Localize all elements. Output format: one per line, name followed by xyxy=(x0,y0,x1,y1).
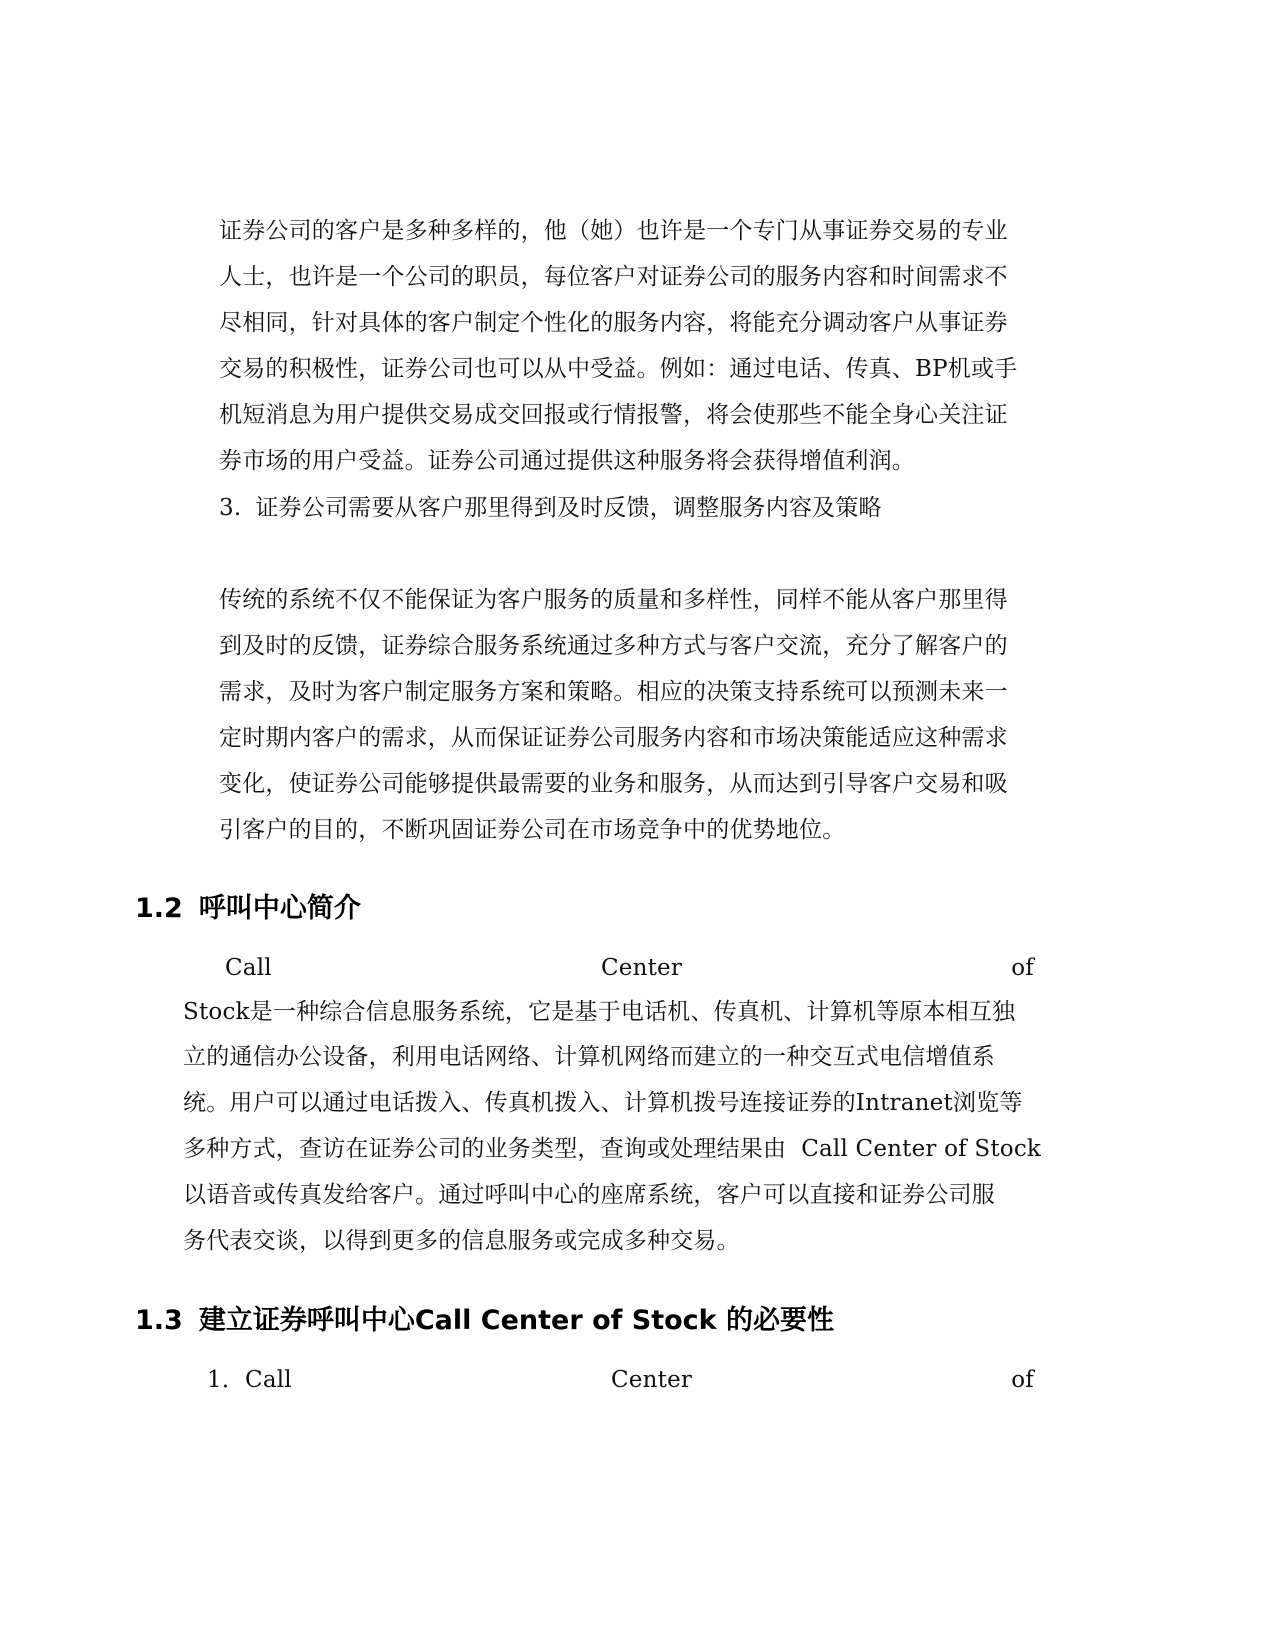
justified-line xyxy=(207,1365,1034,1395)
word: of xyxy=(1011,1367,1034,1393)
paragraph-line: 引客户的目的，不断巩固证券公司在市场竞争中的优势地位。 xyxy=(219,817,846,843)
word: 1．Call xyxy=(207,1367,292,1393)
word: Center xyxy=(600,955,683,981)
paragraph-line: Stock是一种综合信息服务系统，它是基于电话机、传真机、计算机等原本相互独 xyxy=(183,999,1016,1025)
justified-line xyxy=(225,953,1034,983)
paragraph-line: 立的通信办公设备，利用电话网络、计算机网络而建立的一种交互式电信增值系 xyxy=(183,1044,995,1070)
section-number: 1.3 xyxy=(135,1305,183,1336)
word: of xyxy=(1011,955,1034,981)
section-title: 呼叫中心简介 xyxy=(198,893,361,924)
paragraph-line: 定时期内客户的需求，从而保证证券公司服务内容和市场决策能适应这种需求 xyxy=(219,725,1008,751)
paragraph-line: 统。用户可以通过电话拨入、传真机拨入、计算机拨号连接证券的Intranet浏览等 xyxy=(183,1090,1023,1116)
list-item xyxy=(219,493,882,523)
paragraph-line: 券市场的用户受益。证券公司通过提供这种服务将会获得增值利润。 xyxy=(219,448,915,474)
paragraph-line: 尽相同，针对具体的客户制定个性化的服务内容，将能充分调动客户从事证券 xyxy=(219,310,1008,336)
paragraph-line: 人士，也许是一个公司的职员，每位客户对证券公司的服务内容和时间需求不 xyxy=(219,264,1008,290)
list-item-text: 证券公司需要从客户那里得到及时反馈，调整服务内容及策略 xyxy=(255,495,882,521)
word: Center xyxy=(611,1367,693,1393)
section-title: 建立证券呼叫中心Call Center of Stock 的必要性 xyxy=(198,1305,835,1336)
paragraph-line: 务代表交谈，以得到更多的信息服务或完成多种交易。 xyxy=(183,1228,740,1254)
paragraph-line: 需求，及时为客户制定服务方案和策略。相应的决策支持系统可以预测未来一 xyxy=(219,679,1008,705)
paragraph-line: 到及时的反馈，证券综合服务系统通过多种方式与客户交流，充分了解客户的 xyxy=(219,633,1008,659)
paragraph-line: 交易的积极性，证券公司也可以从中受益。例如：通过电话、传真、BP机或手 xyxy=(219,356,1018,382)
word: Call xyxy=(225,955,272,981)
paragraph-line: 变化，使证券公司能够提供最需要的业务和服务，从而达到引导客户交易和吸 xyxy=(219,771,1008,797)
paragraph-line: 证券公司的客户是多种多样的，他（她）也许是一个专门从事证券交易的专业 xyxy=(219,218,1008,244)
section-heading xyxy=(135,892,361,926)
paragraph-line: 以语音或传真发给客户。通过呼叫中心的座席系统，客户可以直接和证券公司服 xyxy=(183,1182,995,1208)
list-item-number: 3. xyxy=(219,495,242,521)
paragraph-line: 传统的系统不仅不能保证为客户服务的质量和多样性，同样不能从客户那里得 xyxy=(219,587,1008,613)
section-heading xyxy=(135,1304,834,1338)
paragraph-line: 多种方式，查访在证券公司的业务类型，查询或处理结果由 Call Center of Stock xyxy=(183,1136,1042,1162)
section-number: 1.2 xyxy=(135,893,183,924)
paragraph-line: 机短消息为用户提供交易成交回报或行情报警，将会使那些不能全身心关注证 xyxy=(219,402,1008,428)
